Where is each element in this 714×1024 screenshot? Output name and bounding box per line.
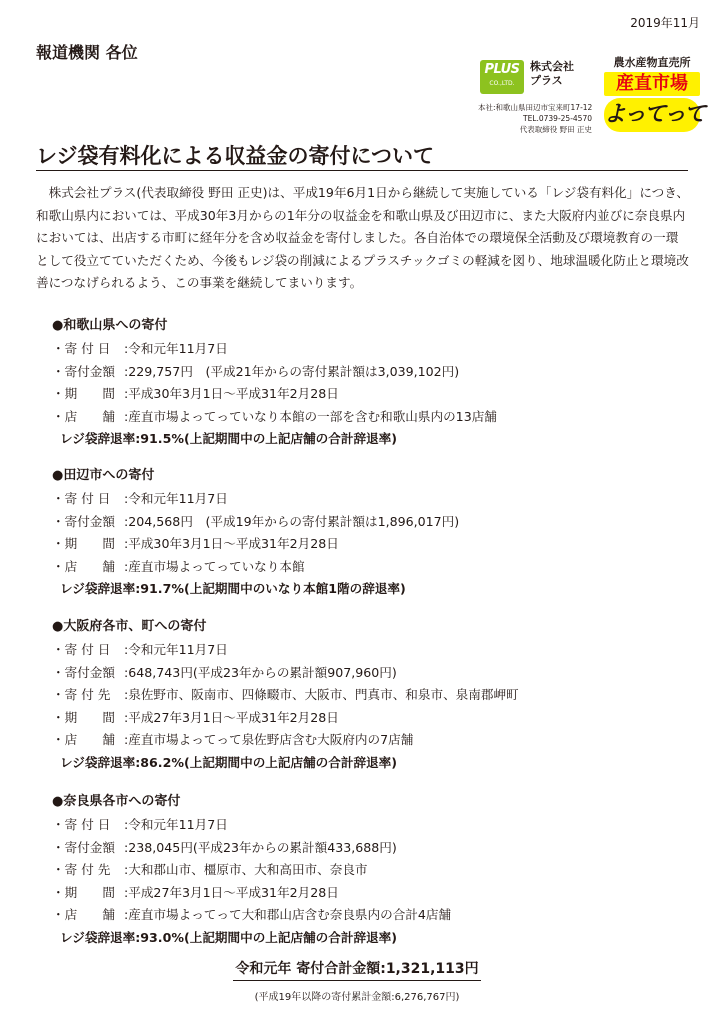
detail-row: [52, 707, 692, 730]
intro-paragraph: 株式会社プラス(代表取締役 野田 正史)は、平成19年6月1日から継続して実施している「レジ袋有料化」につき、和歌山県内においては、平成30年3月からの1年分の収益金を和歌山県及び田辺市に、また大阪府内並びに奈良県内においては、出店する市町に経年分を含め収益金を寄付しました。各自治体での環境保全活動及び環境教育の一環として役立てていただくため、今後もレジ袋の削減によるプラスチックゴミの軽減を図り、地球温暖化防止と環境改善につなげられるよう、この事業を継続してまいります。: [36, 185, 689, 291]
detail-value: :産直市場よってって泉佐野店含む大阪府内の7店舗: [124, 732, 414, 748]
decline-rate: レジ袋辞退率:86.2%(上記期間中の上記店舗の合計辞退率): [60, 754, 397, 770]
company-name-line2: プラス: [530, 74, 563, 87]
detail-value: :令和元年11月7日: [124, 642, 228, 657]
section-heading: ●奈良県各市への寄付: [52, 794, 181, 809]
section-osaka: [52, 615, 692, 775]
detail-value: :令和元年11月7日: [124, 341, 228, 356]
company-tel: TEL.0739-25-4570: [522, 114, 592, 123]
detail-value: :平成30年3月1日～平成31年2月28日: [124, 386, 339, 402]
cumulative-amount: (平成19年以降の寄付累計金額:6,276,767円): [254, 992, 460, 1003]
detail-label: ・寄付金額: [52, 513, 115, 529]
decline-rate: レジ袋辞退率:91.5%(上記期間中の上記店舗の合計辞退率): [60, 431, 397, 447]
detail-label: ・期 間: [52, 709, 115, 725]
section-wakayama: [52, 314, 692, 451]
document-date: 2019年11月: [630, 16, 700, 30]
detail-row: [52, 882, 692, 905]
detail-value: :令和元年11月7日: [124, 817, 228, 832]
detail-row: [52, 533, 692, 556]
brand-logo: [604, 54, 705, 132]
detail-value: :平成27年3月1日～平成31年2月28日: [124, 709, 339, 725]
addressee: 報道機関 各位: [36, 43, 138, 62]
detail-label: ・寄 付 日: [52, 491, 111, 506]
detail-label: ・寄 付 先: [52, 862, 111, 878]
detail-row: [52, 556, 692, 579]
detail-row: [52, 361, 692, 384]
detail-value: :大和郡山市、橿原市、大和高田市、奈良市: [124, 862, 368, 878]
detail-row: [52, 639, 692, 662]
detail-label: ・期 間: [52, 536, 115, 552]
detail-value: :産直市場よってっていなり本館の一部を含む和歌山県内の13店舗: [124, 408, 497, 424]
company-address: 本社:和歌山県田辺市宝来町17-12: [478, 103, 593, 112]
plus-logo-sub: CO.,LTD.: [489, 80, 515, 87]
detail-row: [52, 406, 692, 429]
detail-label: ・店 舗: [52, 408, 115, 424]
detail-label: ・寄付金額: [52, 839, 115, 855]
detail-label: ・寄 付 先: [52, 687, 111, 703]
detail-label: ・期 間: [52, 884, 115, 900]
detail-label: ・店 舗: [52, 907, 115, 923]
section-nara: [52, 790, 692, 950]
total-amount: 令和元年 寄付合計金額:1,321,113円: [233, 958, 480, 981]
detail-row: [52, 338, 692, 361]
company-name-line1: 株式会社: [530, 60, 574, 73]
detail-value: :204,568円 (平成19年からの寄付累計額は1,896,017円): [124, 513, 460, 529]
detail-row: [52, 511, 692, 534]
detail-label: ・寄付金額: [52, 363, 115, 379]
decline-rate: レジ袋辞退率:91.7%(上記期間中のいなり本館1階の辞退率): [60, 581, 406, 597]
detail-label: ・店 舗: [52, 732, 115, 748]
detail-label: ・店 舗: [52, 558, 115, 574]
detail-label: ・期 間: [52, 386, 115, 402]
brand-tagline: 農水産物直売所: [613, 56, 691, 69]
decline-rate: レジ袋辞退率:93.0%(上記期間中の上記店舗の合計辞退率): [60, 929, 397, 945]
detail-row: [52, 383, 692, 406]
section-heading: ●田辺市への寄付: [52, 468, 155, 483]
section-heading: ●大阪府各市、町への寄付: [52, 619, 207, 634]
detail-row: [52, 684, 692, 707]
page-title: レジ袋有料化による収益金の寄付について: [36, 144, 435, 168]
company-name: [530, 60, 574, 88]
company-rep: 代表取締役 野田 正史: [519, 125, 592, 134]
brand-script: よってって: [604, 98, 700, 132]
detail-value: :産直市場よってって大和郡山店含む奈良県内の合計4店舗: [124, 907, 452, 923]
detail-row: [52, 662, 692, 685]
detail-value: :平成27年3月1日～平成31年2月28日: [124, 884, 339, 900]
detail-label: ・寄 付 日: [52, 642, 111, 657]
section-heading: ●和歌山県への寄付: [52, 318, 168, 333]
company-contact: [478, 102, 592, 135]
plus-logo: [480, 60, 524, 94]
total-amount-block: [0, 958, 714, 981]
detail-value: :産直市場よってっていなり本館: [124, 558, 305, 574]
brand-name: 産直市場: [604, 72, 700, 96]
detail-row: [52, 837, 692, 860]
detail-label: ・寄付金額: [52, 664, 115, 680]
plus-logo-main: PLUS: [484, 62, 520, 77]
detail-row: [52, 859, 692, 882]
section-tanabe: [52, 464, 692, 601]
detail-row: [52, 904, 692, 927]
detail-value: :泉佐野市、阪南市、四條畷市、大阪市、門真市、和泉市、泉南郡岬町: [124, 687, 519, 703]
detail-value: :平成30年3月1日～平成31年2月28日: [124, 536, 339, 552]
title-divider: [36, 170, 688, 171]
detail-value: :令和元年11月7日: [124, 491, 228, 506]
detail-value: :238,045円(平成23年からの累計額433,688円): [124, 839, 397, 855]
detail-value: :229,757円 (平成21年からの寄付累計額は3,039,102円): [124, 363, 460, 379]
detail-row: [52, 488, 692, 511]
detail-row: [52, 729, 692, 752]
detail-row: [52, 814, 692, 837]
detail-label: ・寄 付 日: [52, 817, 111, 832]
detail-value: :648,743円(平成23年からの累計額907,960円): [124, 664, 397, 680]
detail-label: ・寄 付 日: [52, 341, 111, 356]
